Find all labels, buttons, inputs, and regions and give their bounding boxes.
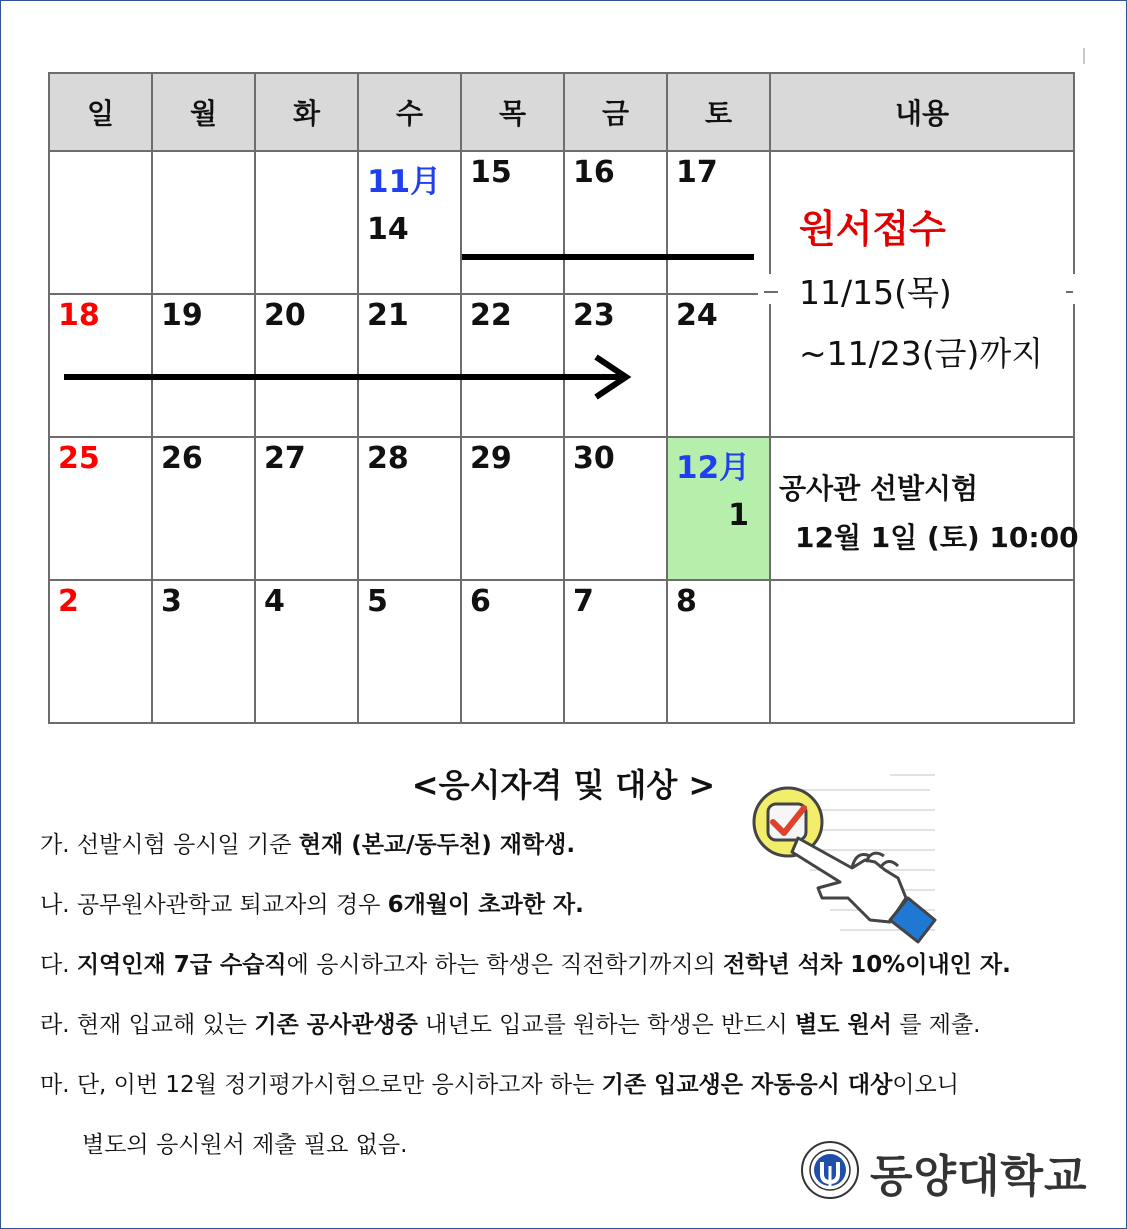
day-number: 6 (470, 584, 491, 619)
day-number: 15 (470, 155, 512, 190)
calendar-header-row (49, 73, 1074, 151)
day-number: 29 (470, 441, 512, 476)
header-content: 내용 (770, 73, 1074, 151)
day-cell (152, 580, 255, 723)
header-mon: 월 (152, 73, 255, 151)
day-cell (564, 151, 667, 294)
requirement-item (40, 952, 1100, 1012)
day-number: 3 (161, 584, 182, 619)
header-tue: 화 (255, 73, 358, 151)
day-cell (152, 294, 255, 437)
requirement-emphasis: 별도 원서 (795, 1012, 892, 1038)
requirement-text: 가. 선발시험 응시일 기준 (40, 832, 299, 858)
corner-mark (1083, 48, 1085, 64)
month-label-nov: 11月 (367, 164, 442, 200)
header-sat: 토 (667, 73, 770, 151)
day-number: 30 (573, 441, 615, 476)
day-number: 4 (264, 584, 285, 619)
requirement-emphasis: 6개월이 초과한 자. (387, 892, 584, 918)
application-start: 11/15(목) (799, 273, 952, 312)
requirement-text: 나. 공무원사관학교 퇴교자의 경우 (40, 892, 388, 918)
requirement-item (40, 1012, 1100, 1072)
application-note (799, 198, 1043, 375)
day-number: 1 (728, 498, 749, 533)
application-note-cell (770, 151, 1074, 437)
day-number-sunday: 25 (58, 441, 100, 476)
exam-datetime: 12월 1일 (토) 10:00 (795, 521, 1079, 554)
header-sun: 일 (49, 73, 152, 151)
day-number: 14 (367, 212, 409, 247)
requirement-emphasis: 기존 입교생은 자동응시 대상 (601, 1072, 893, 1098)
empty-note-cell (770, 580, 1074, 723)
day-number: 23 (573, 298, 615, 333)
day-cell (49, 294, 152, 437)
requirement-emphasis: 전학년 석차 10%이내인 자. (723, 952, 1011, 978)
day-number: 26 (161, 441, 203, 476)
day-number: 19 (161, 298, 203, 333)
day-cell (461, 437, 564, 580)
day-cell (358, 151, 461, 294)
calendar-table (48, 72, 1079, 724)
requirement-text: 를 제출. (891, 1012, 981, 1038)
day-cell (564, 294, 667, 437)
calendar-week-4 (49, 580, 1074, 723)
day-number: 5 (367, 584, 388, 619)
day-number: 20 (264, 298, 306, 333)
month-label-dec: 12月 (676, 450, 751, 486)
day-number: 27 (264, 441, 306, 476)
day-cell (358, 580, 461, 723)
day-cell (152, 151, 255, 294)
day-number: 8 (676, 584, 697, 619)
day-cell (667, 580, 770, 723)
day-number: 28 (367, 441, 409, 476)
requirement-item (40, 892, 1100, 952)
day-number: 16 (573, 155, 615, 190)
requirement-text: 마. 단, 이번 12월 정기평가시험으로만 응시하고자 하는 (40, 1072, 602, 1098)
day-cell (255, 437, 358, 580)
exam-note (779, 464, 1079, 562)
university-logo (800, 1138, 1088, 1204)
day-cell (49, 151, 152, 294)
day-cell (667, 294, 770, 437)
day-cell (255, 151, 358, 294)
requirement-emphasis: 현재 (본교/동두천) 재학생. (298, 832, 576, 858)
requirement-item (40, 832, 1100, 892)
exam-note-cell (770, 437, 1079, 580)
day-cell (255, 580, 358, 723)
calendar (48, 72, 1079, 720)
day-cell (461, 151, 564, 294)
day-number: 21 (367, 298, 409, 333)
day-cell (49, 580, 152, 723)
day-cell (49, 437, 152, 580)
requirement-text: 이오니 (892, 1072, 959, 1098)
requirement-emphasis: 지역인재 7급 수습직 (76, 952, 287, 978)
day-cell (152, 437, 255, 580)
day-cell (564, 580, 667, 723)
day-number: 24 (676, 298, 718, 333)
requirement-text: 별도의 응시원서 제출 필요 없음. (82, 1132, 408, 1158)
day-number-sunday: 18 (58, 298, 100, 333)
application-title: 원서접수 (799, 207, 946, 251)
day-cell (358, 294, 461, 437)
day-cell (667, 151, 770, 294)
requirement-item (40, 1072, 1100, 1132)
day-cell (461, 580, 564, 723)
day-number: 17 (676, 155, 718, 190)
day-number: 22 (470, 298, 512, 333)
day-cell (564, 437, 667, 580)
section-title: <응시자격 및 대상 > (411, 766, 716, 804)
calendar-week-3 (49, 437, 1074, 580)
day-cell (461, 294, 564, 437)
requirement-text: 내년도 입교를 원하는 학생은 반드시 (417, 1012, 795, 1038)
requirement-text: 라. 현재 입교해 있는 (40, 1012, 255, 1038)
requirement-text: 에 응시하고자 하는 학생은 직전학기까지의 (286, 952, 724, 978)
requirement-text: 다. (40, 952, 77, 978)
exam-title: 공사관 선발시험 (779, 472, 979, 505)
header-wed: 수 (358, 73, 461, 151)
day-number-sunday: 2 (58, 584, 79, 619)
university-name: 동양대학교 (870, 1151, 1088, 1202)
header-fri: 금 (564, 73, 667, 151)
header-thu: 목 (461, 73, 564, 151)
day-cell (358, 437, 461, 580)
calendar-week-1 (49, 151, 1074, 294)
application-end: ~11/23(금)까지 (799, 334, 1044, 373)
day-cell (255, 294, 358, 437)
university-emblem-icon (800, 1140, 860, 1200)
day-number: 7 (573, 584, 594, 619)
exam-day-cell (667, 437, 770, 580)
requirement-emphasis: 기존 공사관생중 (254, 1012, 418, 1038)
